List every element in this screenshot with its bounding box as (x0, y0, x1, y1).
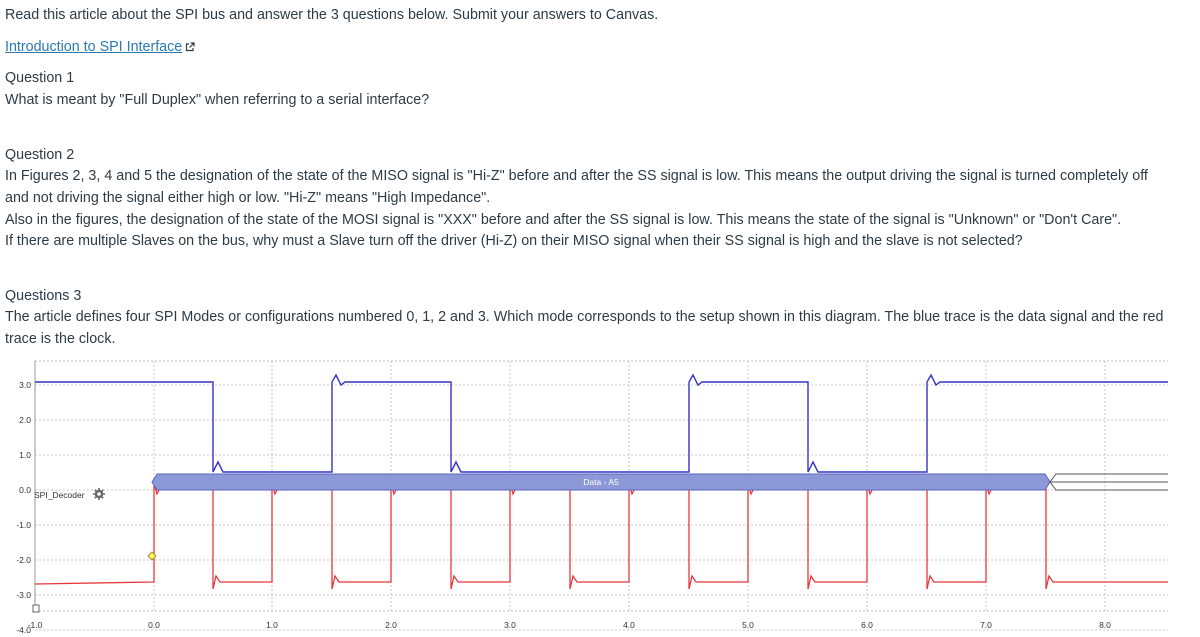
x-tick-label: 5.0 (742, 620, 754, 630)
oscilloscope-capture (0, 355, 1200, 637)
decoder-label: SPI_Decoder (34, 490, 85, 500)
x-tick-label: 3.0 (504, 620, 516, 630)
article-link[interactable]: Introduction to SPI Interface (5, 39, 183, 55)
y-tick-label: 1.0 (19, 450, 31, 460)
y-tick-label: -4.0 (16, 625, 31, 635)
article-link-row[interactable] (5, 37, 195, 57)
data-trace (35, 375, 1168, 472)
question-2-line-2: and not driving the signal either high or low. "Hi-Z" means "High Impedance". (5, 190, 491, 206)
external-link-icon (185, 42, 195, 52)
instructions-text: Read this article about the SPI bus and answer the 3 questions below. Submit your answers to Canvas. (5, 7, 659, 23)
x-tick-label: 2.0 (385, 620, 397, 630)
question-3-title: Questions 3 (5, 288, 82, 304)
x-tick-label: 8.0 (1099, 620, 1111, 630)
y-tick-label: -1.0 (16, 520, 31, 530)
y-tick-label: -2.0 (16, 555, 31, 565)
question-3-line-1: The article defines four SPI Modes or configurations numbered 0, 1, 2 and 3. Which mode corresponds to the setup shown in this diagram. The blue trace is the data signal and the red (5, 309, 1164, 325)
y-tick-label: 3.0 (19, 380, 31, 390)
x-tick-label: 0.0 (148, 620, 160, 630)
decoder-bus (152, 474, 1168, 490)
decoder-bus-idle (1050, 474, 1168, 490)
x-tick-label: 4.0 (623, 620, 635, 630)
question-2-line-4: If there are multiple Slaves on the bus, why must a Slave turn off the driver (Hi-Z) on their MISO signal when their SS signal is high and the slave is not selected? (5, 233, 1023, 249)
clock-trace (35, 483, 1168, 589)
question-1-title: Question 1 (5, 70, 75, 86)
trigger-marker (148, 552, 156, 560)
x-tick-label: 1.0 (266, 620, 278, 630)
x-tick-label: 7.0 (980, 620, 992, 630)
decoder-tag[interactable] (34, 488, 105, 500)
question-2-line-3: Also in the figures, the designation of the state of the MOSI signal is "XXX" before and after the SS signal is low. This means the state of the signal is "Unknown" or "Don't Care". (5, 212, 1122, 228)
y-tick-label: -3.0 (16, 590, 31, 600)
y-tick-label: 0.0 (19, 485, 31, 495)
decoder-bus-label: Data - A5 (583, 477, 619, 487)
x-tick-label: 6.0 (861, 620, 873, 630)
zoom-handle[interactable] (33, 605, 39, 612)
y-axis-labels (16, 380, 31, 637)
question-2-title: Question 2 (5, 147, 75, 163)
x-tick-label: -1.0 (27, 620, 43, 630)
scope-grid (35, 361, 1168, 637)
x-axis-labels (28, 620, 1112, 630)
y-tick-label: 2.0 (19, 415, 31, 425)
question-2-line-1: In Figures 2, 3, 4 and 5 the designation of the state of the MISO signal is "Hi-Z" before and after the SS signal is low. This means the output driving the signal is turned completely off (5, 168, 1148, 184)
question-3-line-2: trace is the clock. (5, 331, 116, 347)
question-1-text: What is meant by "Full Duplex" when referring to a serial interface? (5, 92, 430, 108)
